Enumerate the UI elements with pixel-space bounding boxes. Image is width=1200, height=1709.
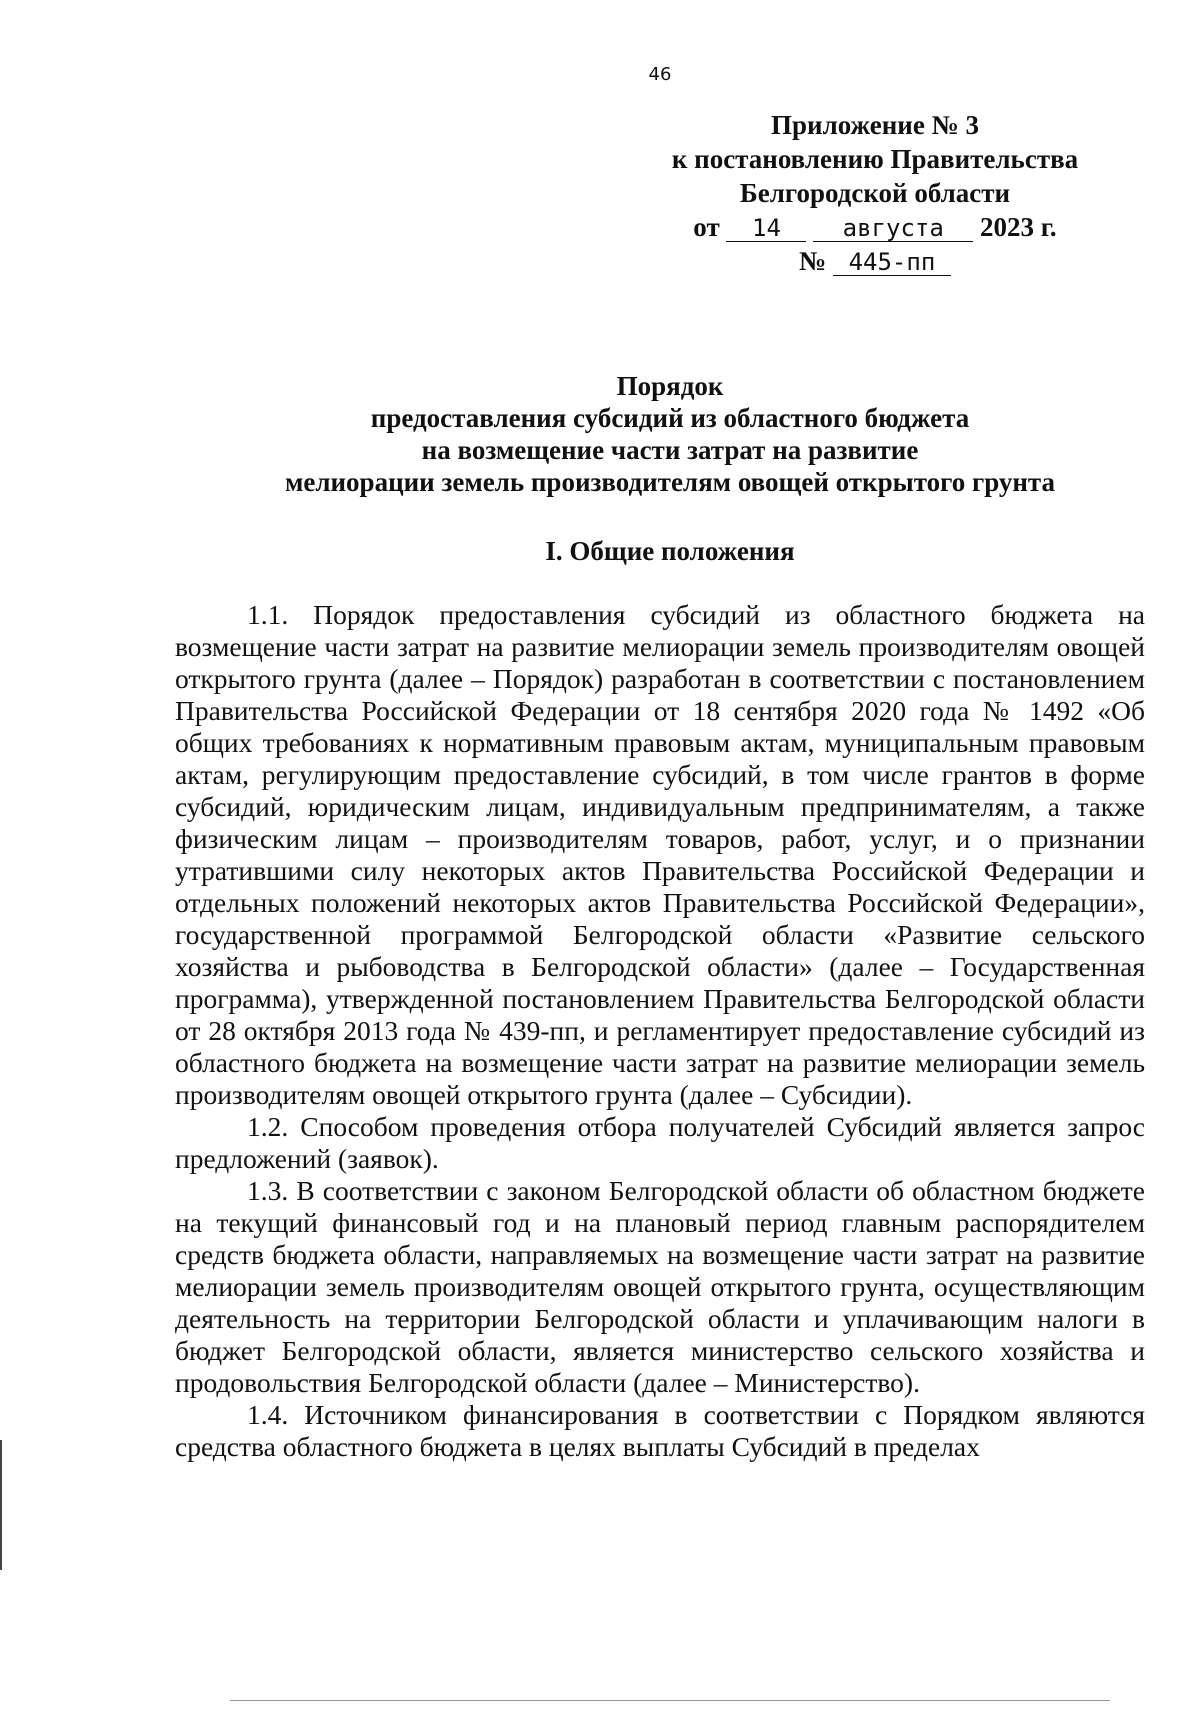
date-month: августа	[813, 215, 973, 242]
date-year: 2023 г.	[979, 212, 1057, 242]
document-title	[230, 370, 1110, 498]
appendix-region: Белгородской области	[739, 178, 1011, 208]
number-prefix: №	[799, 246, 827, 276]
paragraph-1-1: 1.1. Порядок предоставления субсидий из областного бюджета на возмещение части затрат на развитие мелиорации земель производителям овощей открытого грунта (далее – Порядок) разработан в соответствии с постановлением Правительства Российской Федерации от 18 сентября 2020 года № 1492 «Об общих требованиях к нормативным правовым актам, муниципальным правовым актам, регулирующим предоставление субсидий, в том числе грантов в форме субсидий, юридическим лицам, индивидуальным предпринимателям, а также физическим лицам – производителям товаров, работ, услуг, и о признании утратившими силу некоторых актов Правительства Российской Федерации и отдельных положений некоторых актов Правительства Российской Федерации», государственной программой Белгородской области «Развитие сельского хозяйства и рыбоводства в Белгородской области» (далее – Государственная программа), утвержденной постановлением Правительства Белгородской области от 28 октября 2013 года № 439-пп, и регламентирует предоставление субсидий из областного бюджета на возмещение части затрат на развитие мелиорации земель производителям овощей открытого грунта (далее – Субсидии).	[175, 599, 1145, 1110]
appendix-header	[640, 108, 1110, 278]
title-line-3: на возмещение части затрат на развитие	[421, 435, 919, 465]
appendix-number-line	[640, 244, 1110, 278]
paragraph-1-2: 1.2. Способом проведения отбора получателей Субсидий является запрос предложений (заявок).	[175, 1111, 1145, 1174]
document-number: 445-пп	[833, 249, 951, 276]
date-day: 14	[726, 215, 806, 242]
title-line-1: Порядок	[616, 371, 724, 401]
section-heading: I. Общие положения	[545, 536, 795, 566]
paragraph-1-4: 1.4. Источником финансирования в соответствии с Порядком являются средства областного бюджета в целях выплаты Субсидий в пределах	[175, 1399, 1145, 1462]
title-line-2: предоставления субсидий из областного бюджета	[370, 403, 970, 433]
appendix-title: Приложение № 3	[771, 110, 979, 140]
document-body	[175, 599, 1145, 1463]
page-number: 46	[648, 64, 672, 85]
paragraph-1-3: 1.3. В соответствии с законом Белгородской области об областном бюджете на текущий финансовый год и на плановый период главным распорядителем средств бюджета области, направляемых на возмещение части затрат на развитие мелиорации земель производителям овощей открытого грунта, осуществляющим деятельность на территории Белгородской области и уплачивающим налоги в бюджет Белгородской области, является министерство сельского хозяйства и продовольствия Белгородской области (далее – Министерство).	[175, 1175, 1145, 1398]
title-line-4: мелиорации земель производителям овощей открытого грунта	[284, 467, 1056, 497]
date-prefix: от	[693, 212, 720, 242]
appendix-date-line	[640, 210, 1110, 244]
scan-edge-mark	[0, 1440, 2, 1570]
appendix-resolution-ref: к постановлению Правительства	[671, 144, 1079, 174]
scan-bottom-mark	[230, 1700, 1110, 1701]
